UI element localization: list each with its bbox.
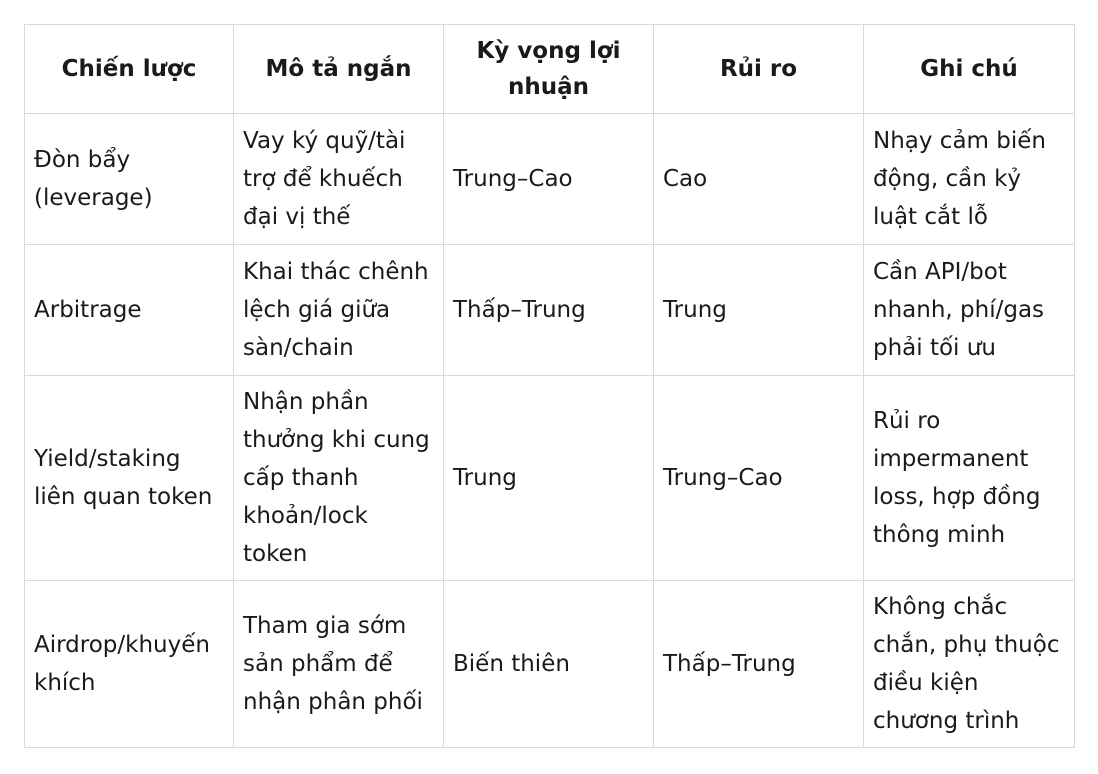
table-header-row bbox=[25, 25, 1075, 114]
cell-risk: Trung–Cao bbox=[654, 376, 864, 581]
header-description: Mô tả ngắn bbox=[234, 25, 444, 114]
header-risk: Rủi ro bbox=[654, 25, 864, 114]
header-expected-return: Kỳ vọng lợi nhuận bbox=[444, 25, 654, 114]
table-row bbox=[25, 245, 1075, 376]
cell-expected-return: Thấp–Trung bbox=[444, 245, 654, 376]
cell-description: Nhận phần thưởng khi cung cấp thanh khoản/lock token bbox=[234, 376, 444, 581]
cell-note: Không chắc chắn, phụ thuộc điều kiện chương trình bbox=[864, 581, 1075, 748]
cell-description: Tham gia sớm sản phẩm để nhận phân phối bbox=[234, 581, 444, 748]
header-strategy: Chiến lược bbox=[25, 25, 234, 114]
cell-risk: Cao bbox=[654, 114, 864, 245]
table-row bbox=[25, 114, 1075, 245]
table-row bbox=[25, 376, 1075, 581]
header-note: Ghi chú bbox=[864, 25, 1075, 114]
cell-strategy: Arbitrage bbox=[25, 245, 234, 376]
strategy-table-container bbox=[24, 24, 1074, 748]
cell-expected-return: Biến thiên bbox=[444, 581, 654, 748]
cell-strategy: Airdrop/khuyến khích bbox=[25, 581, 234, 748]
cell-risk: Trung bbox=[654, 245, 864, 376]
table-row bbox=[25, 581, 1075, 748]
cell-expected-return: Trung–Cao bbox=[444, 114, 654, 245]
cell-note: Rủi ro impermanent loss, hợp đồng thông minh bbox=[864, 376, 1075, 581]
cell-strategy: Yield/staking liên quan token bbox=[25, 376, 234, 581]
cell-description: Vay ký quỹ/tài trợ để khuếch đại vị thế bbox=[234, 114, 444, 245]
cell-note: Cần API/bot nhanh, phí/gas phải tối ưu bbox=[864, 245, 1075, 376]
cell-risk: Thấp–Trung bbox=[654, 581, 864, 748]
cell-expected-return: Trung bbox=[444, 376, 654, 581]
strategy-table bbox=[24, 24, 1075, 748]
cell-strategy: Đòn bẩy (leverage) bbox=[25, 114, 234, 245]
cell-note: Nhạy cảm biến động, cần kỷ luật cắt lỗ bbox=[864, 114, 1075, 245]
cell-description: Khai thác chênh lệch giá giữa sàn/chain bbox=[234, 245, 444, 376]
